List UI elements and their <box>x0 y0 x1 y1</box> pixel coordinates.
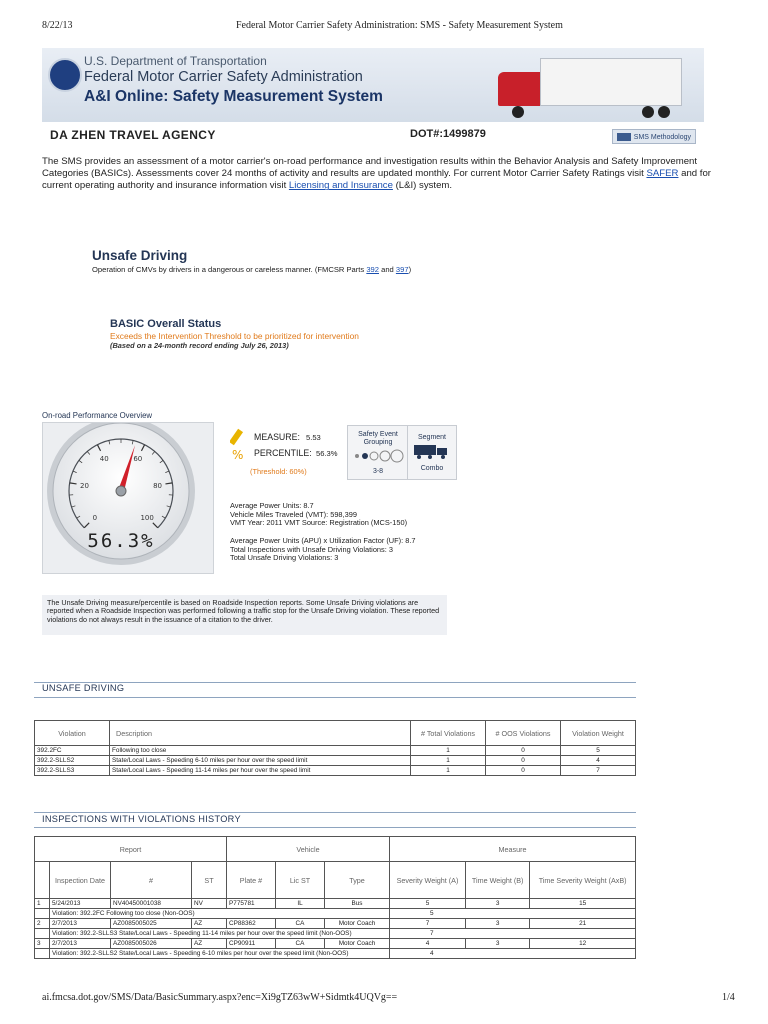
ruler-icon <box>230 427 248 461</box>
basic-title: Unsafe Driving <box>92 248 188 263</box>
col-type: Type <box>325 862 390 899</box>
gauge-hub <box>116 486 126 496</box>
cell: 5 <box>390 909 636 919</box>
gauge-panel <box>42 422 214 574</box>
stat-line: VMT Year: 2011 VMT Source: Registration (MCS-150) <box>230 518 408 528</box>
cell: Motor Coach <box>325 939 390 949</box>
stat-line: Vehicle Miles Traveled (VMT): 598,399 <box>230 509 357 519</box>
col-oos: # OOS Violations <box>486 721 561 746</box>
violation-detail-row <box>35 949 636 959</box>
table-row <box>35 899 636 909</box>
inspections-heading: INSPECTIONS WITH VIOLATIONS HISTORY <box>42 814 241 824</box>
truck-cab-icon <box>498 72 542 106</box>
cell: 392.2FC <box>35 746 110 756</box>
cell: 1 <box>411 756 486 766</box>
desc-text: ) <box>408 265 412 274</box>
cell: 1 <box>411 766 486 776</box>
cell: 3 <box>465 939 529 949</box>
safer-link[interactable]: SAFER <box>646 168 679 180</box>
cell: NV <box>192 899 227 909</box>
stats-block-1 <box>230 502 407 528</box>
status-note: (Based on a 24-month record ending July 26, 2013) <box>110 341 289 350</box>
group-measure: Measure <box>390 837 636 862</box>
cell: 3 <box>35 939 50 949</box>
cell: Violation: 392.2-SLLS3 State/Local Laws - Speeding 11-14 miles per hour over the speed limit (Non-OOS) <box>50 929 390 939</box>
sms-methodology-button[interactable]: SMS Methodology <box>612 129 696 144</box>
intro-paragraph <box>42 156 722 193</box>
print-title: Federal Motor Carrier Safety Administration: SMS - Safety Measurement System <box>236 20 563 31</box>
cell: 2/7/2013 <box>50 939 111 949</box>
violations-heading: UNSAFE DRIVING <box>42 683 125 693</box>
dot-seal-icon <box>48 58 82 92</box>
cell <box>35 929 50 939</box>
cell: 5/24/2013 <box>50 899 111 909</box>
segment-label: Segment <box>417 434 447 441</box>
fmcsr-397-link[interactable]: 397 <box>395 265 409 274</box>
banner-dept: U.S. Department of Transportation <box>84 54 267 68</box>
cell: 3 <box>465 899 529 909</box>
percentile-gauge <box>43 423 213 573</box>
cell: State/Local Laws - Speeding 11-14 miles per hour over the speed limit <box>110 766 411 776</box>
cell: 1 <box>35 899 50 909</box>
cell: 3 <box>465 919 529 929</box>
cell: 0 <box>486 746 561 756</box>
section-divider <box>34 812 636 813</box>
section-divider <box>34 827 636 828</box>
measure-label: MEASURE: <box>254 432 300 442</box>
cell: AZ <box>192 919 227 929</box>
col-description: Description <box>110 721 411 746</box>
licensing-link[interactable]: Licensing and Insurance <box>288 180 393 192</box>
col-weight: Violation Weight <box>561 721 636 746</box>
cell: CP88362 <box>227 919 276 929</box>
header-banner <box>42 48 704 122</box>
table-header-row <box>35 721 636 746</box>
table-row <box>35 746 636 756</box>
col-time-severity: Time Severity Weight (AxB) <box>530 862 636 899</box>
basic-description <box>92 265 411 274</box>
percentile-label: PERCENTILE: <box>254 448 312 458</box>
cell: CP90911 <box>227 939 276 949</box>
col-severity: Severity Weight (A) <box>390 862 466 899</box>
cell: 12 <box>530 939 636 949</box>
stat-line: Total Inspections with Unsafe Driving Violations: 3 <box>230 544 393 554</box>
section-divider <box>34 697 636 698</box>
table-header-row <box>35 862 636 899</box>
cell: CA <box>276 939 325 949</box>
intro-text: and for current operating authority and insurance information visit <box>42 168 712 192</box>
group-vehicle: Vehicle <box>227 837 390 862</box>
cell: AZ0085005026 <box>111 939 192 949</box>
table-row <box>35 919 636 929</box>
gauge-tick-label: 0 <box>92 514 98 523</box>
status-text: Exceeds the Intervention Threshold to be prioritized for intervention <box>110 331 359 341</box>
banner-agency: Federal Motor Carrier Safety Administration <box>84 69 363 85</box>
col-st: ST <box>192 862 227 899</box>
cell: 4 <box>390 949 636 959</box>
desc-text: Operation of CMVs by drivers in a dangerous or careless manner. (FMCSR Parts <box>92 265 367 274</box>
combo-truck-icon <box>408 442 456 460</box>
cell: AZ <box>192 939 227 949</box>
cell <box>35 909 50 919</box>
segment-box <box>407 425 457 480</box>
col-number: # <box>111 862 192 899</box>
gauge-tick-label: 40 <box>99 455 109 464</box>
cell: NV40450001038 <box>111 899 192 909</box>
gauge-tick-label: 60 <box>133 455 143 464</box>
col-index <box>35 862 50 899</box>
truck-wheel-icon <box>642 106 654 118</box>
carrier-name: DA ZHEN TRAVEL AGENCY <box>50 128 216 142</box>
status-title: BASIC Overall Status <box>110 318 222 330</box>
grouping-circles-icon <box>348 447 408 463</box>
col-total: # Total Violations <box>411 721 486 746</box>
grouping-range: 3-8 <box>372 468 384 475</box>
violations-table <box>34 720 636 776</box>
cell: 2/7/2013 <box>50 919 111 929</box>
violation-detail-row <box>35 929 636 939</box>
gauge-value-text: 56.3% <box>87 530 155 552</box>
segment-value: Combo <box>420 465 444 472</box>
cell: 4 <box>561 756 636 766</box>
cell: 7 <box>561 766 636 776</box>
carrier-dot: DOT#:1499879 <box>410 128 486 140</box>
col-lic-st: Lic ST <box>276 862 325 899</box>
col-time-weight: Time Weight (B) <box>465 862 529 899</box>
cell: 1 <box>411 746 486 756</box>
measure-note-box <box>42 595 447 635</box>
intro-text: The SMS provides an assessment of a motor carrier's on-road performance and investigation results within the Behavior Analysis and Safety Improvement Categories (BASICs). Assessments cover 24 months of activity and results are updated monthly. For current Motor Carrier Safety Ratings visit <box>42 156 698 180</box>
cell: 2 <box>35 919 50 929</box>
cell: State/Local Laws - Speeding 6-10 miles per hour over the speed limit <box>110 756 411 766</box>
svg-text:%: % <box>232 448 244 461</box>
truck-wheel-icon <box>658 106 670 118</box>
threshold-text: (Threshold: 60%) <box>250 467 307 476</box>
grouping-label: Safety Event Grouping <box>358 431 398 446</box>
cell: 5 <box>390 899 466 909</box>
footer-page: 1/4 <box>722 992 735 1003</box>
cell: CA <box>276 919 325 929</box>
cell: Following too close <box>110 746 411 756</box>
group-report: Report <box>35 837 227 862</box>
cell: 5 <box>561 746 636 756</box>
cell: 7 <box>390 919 466 929</box>
cell: 392.2-SLLS2 <box>35 756 110 766</box>
overview-label: On-road Performance Overview <box>42 411 153 420</box>
print-date: 8/22/13 <box>42 20 73 31</box>
stats-block-2 <box>230 537 416 563</box>
cell: P775781 <box>227 899 276 909</box>
truck-wheel-icon <box>512 106 524 118</box>
col-date: Inspection Date <box>50 862 111 899</box>
cell: 7 <box>390 929 636 939</box>
cell: Violation: 392.2FC Following too close (Non-OOS) <box>50 909 390 919</box>
table-row <box>35 766 636 776</box>
gauge-tick-label: 80 <box>153 482 163 491</box>
col-plate: Plate # <box>227 862 276 899</box>
cell: AZ0085005025 <box>111 919 192 929</box>
violation-detail-row <box>35 909 636 919</box>
footer-url: ai.fmcsa.dot.gov/SMS/Data/BasicSummary.aspx?enc=Xi9gTZ63wW+Sidmtk4UQVg== <box>42 992 398 1003</box>
inspections-table <box>34 836 636 959</box>
cell <box>35 949 50 959</box>
table-row <box>35 756 636 766</box>
table-group-row <box>35 837 636 862</box>
cell: IL <box>276 899 325 909</box>
cell: 4 <box>390 939 466 949</box>
fmcsr-392-link[interactable]: 392 <box>366 265 379 274</box>
stat-line: Average Power Units (APU) x Utilization Factor (UF): 8.7 <box>230 536 416 545</box>
cell: Bus <box>325 899 390 909</box>
desc-text: and <box>379 265 396 274</box>
stat-line: Total Unsafe Driving Violations: 3 <box>230 553 339 563</box>
gauge-tick-label: 20 <box>79 482 89 491</box>
col-violation: Violation <box>35 721 110 746</box>
truck-trailer-icon <box>540 58 682 106</box>
cell: Violation: 392.2-SLLS2 State/Local Laws - Speeding 6-10 miles per hour over the speed limit (Non-OOS) <box>50 949 390 959</box>
cell: 0 <box>486 766 561 776</box>
safety-event-grouping-box <box>347 425 409 480</box>
cell: 21 <box>530 919 636 929</box>
table-row <box>35 939 636 949</box>
measure-value: 5.53 <box>306 433 321 442</box>
measure-note: The Unsafe Driving measure/percentile is based on Roadside Inspection reports. Some Unsafe Driving violations are reported when a Roadside Inspection was performed following a traffic stop for the Unsafe Driving violation. These reported violations do not always result in the issuance of a citation to the driver. <box>47 598 440 624</box>
stat-line: Average Power Units: 8.7 <box>230 501 314 510</box>
banner-system: A&I Online: Safety Measurement System <box>84 88 383 105</box>
gauge-tick-label: 100 <box>140 514 154 523</box>
percentile-value: 56.3% <box>316 449 338 458</box>
cell: 15 <box>530 899 636 909</box>
cell: Motor Coach <box>325 919 390 929</box>
cell: 0 <box>486 756 561 766</box>
intro-text: (L&I) system. <box>392 180 453 192</box>
cell: 392.2-SLLS3 <box>35 766 110 776</box>
